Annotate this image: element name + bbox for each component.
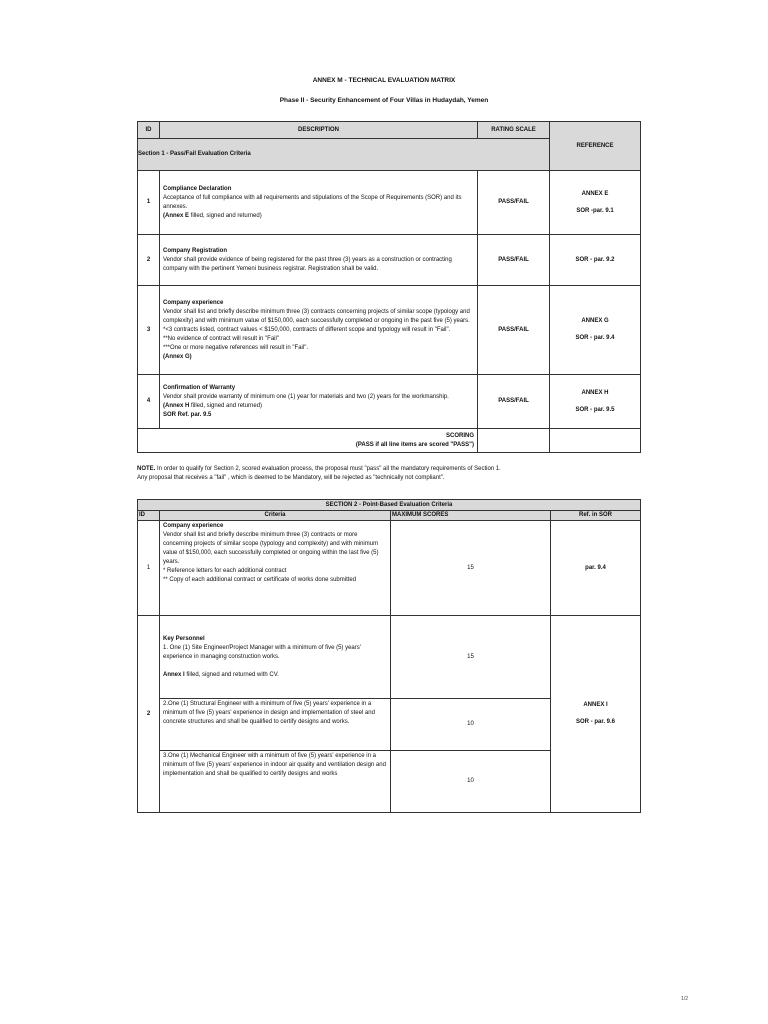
note-text: Any proposal that receives a "fail" , which is deemed to be Mandatory, will be rejected as "technically not compliant".	[137, 474, 445, 481]
header-id: ID	[138, 122, 160, 139]
row-id: 2	[138, 616, 160, 813]
reference-sor: SOR - par. 9.4	[575, 335, 615, 341]
header-reference: REFERENCE	[550, 122, 641, 171]
annex-ref: Annex I	[163, 671, 185, 678]
row-id: 4	[138, 375, 160, 429]
max-score: 10	[391, 751, 551, 813]
header-ref-in-sor: Ref. in SOR	[551, 511, 641, 521]
annex-ref: (Annex G)	[163, 353, 192, 360]
header-rating-scale: RATING SCALE	[478, 122, 550, 139]
row-id: 2	[138, 235, 160, 286]
criterion-text: Acceptance of full compliance with all requirements and stipulations of the Scope of Requirements (SOR) and its annexes.	[163, 194, 462, 210]
document-subtitle: Phase II - Security Enhancement of Four Villas in Hudaydah, Yemen	[279, 97, 489, 104]
sor-ref: SOR Ref. par. 9.5	[163, 411, 212, 418]
header-criteria: Criteria	[160, 511, 391, 521]
rating-value: PASS/FAIL	[478, 286, 550, 375]
criterion-heading: Confirmation of Warranty	[163, 384, 236, 391]
criterion-note: **No evidence of contract will result in "Fail"	[163, 335, 279, 342]
table-row	[138, 235, 641, 286]
note-label: NOTE.	[137, 466, 156, 472]
criterion-heading: Company experience	[163, 299, 224, 306]
max-score: 15	[391, 521, 551, 616]
scoring-row	[138, 429, 641, 453]
header-id: ID	[138, 511, 160, 521]
criterion-note: ***One or more negative references will result in "Fail".	[163, 344, 308, 351]
row-id: 1	[138, 171, 160, 235]
section2-title: SECTION 2 - Point-Based Evaluation Criteria	[138, 500, 641, 511]
annex-ref: (Annex H	[163, 402, 190, 409]
reference-annex: ANNEX G	[581, 318, 609, 324]
criterion-text: 2.One (1) Structural Engineer with a minimum of five (5) years' experience in a minimum of five (5) years' experience in design and implementation of steel and concrete structures and shall be qualified to certify designs and works.	[160, 699, 391, 751]
scoring-reference	[550, 429, 641, 453]
criterion-text: Vendor shall provide evidence of being registered for the past three (3) years as a construction or contracting company with the pertinent Yemeni business registrar. Registration shall be valid.	[163, 256, 452, 272]
annex-ref: (Annex E	[163, 212, 190, 219]
table-row: 4 Confirmation of Warranty Vendor shall provide warranty of minimum one (1) year for materials and two (2) years for the workmanship. (Annex H filled, signed and returned) SOR Ref. par. 9.5 PASS/FAIL ANNEX H SOR - par. 9.5	[138, 375, 641, 429]
reference-sor: SOR - par. 9.6	[576, 719, 616, 725]
max-score: 10	[391, 699, 551, 751]
scoring-note: (PASS if all line items are scored "PASS")	[355, 441, 474, 448]
table-row: 2 Key Personnel 1. One (1) Site Engineer/Project Manager with a minimum of five (5) years' experience in managing construction works. Annex I filled, signed and returned with CV. 15 ANNEX I SOR - par. 9.6	[138, 616, 641, 699]
note-text: In order to qualify for Section 2, scored evaluation process, the proposal must "pass" all the mandatory requirements of Section 1.	[155, 466, 501, 472]
rating-value: PASS/FAIL	[478, 235, 550, 286]
reference-sor: SOR - par. 9.2	[550, 235, 641, 286]
scoring-value	[478, 429, 550, 453]
reference-annex: ANNEX I	[583, 702, 608, 708]
table-row	[138, 286, 641, 375]
max-score: 15	[391, 616, 551, 699]
reference-sor: SOR -par. 9.1	[576, 207, 614, 214]
criterion-text: 1. One (1) Site Engineer/Project Manager with a minimum of five (5) years' experience in managing construction works.	[163, 644, 361, 660]
reference-sor: par. 9.4	[551, 521, 641, 616]
criterion-note: ** Copy of each additional contract or certificate of works done submitted	[163, 577, 357, 583]
header-maximum-scores: MAXIMUM SCORES	[391, 511, 551, 521]
criterion-note: *<3 contracts listed, contract values < $150,000, contracts of different scope and typology will result in "Fail".	[163, 326, 451, 333]
criterion-text: Vendor shall list and briefly describe minimum three (3) contracts or more concerning projects of similar scope (typology and complexity) and with minimum value of $150,000, each successfully completed or ongoing within the last five (5) years.	[163, 532, 379, 565]
section1-title: Section 1 - Pass/Fail Evaluation Criteria	[138, 139, 550, 171]
reference-sor: SOR - par. 9.5	[575, 406, 615, 413]
criterion-heading: Compliance Declaration	[163, 185, 232, 192]
row-id: 3	[138, 286, 160, 375]
criterion-text: Vendor shall provide warranty of minimum one (1) year for materials and two (2) years for the workmanship.	[163, 393, 449, 400]
criterion-heading: Company Registration	[163, 247, 228, 254]
criterion-text: 3.One (1) Mechanical Engineer with a minimum of five (5) years' experience in a minimum of five (5) years' experience in indoor air quality and ventilation design and implementation and shall be qualified to certify designs and works	[160, 751, 391, 813]
page-number: 1/2	[681, 996, 688, 1002]
scoring-label: SCORING	[445, 432, 474, 439]
header-description: DESCRIPTION	[160, 122, 478, 139]
table-row: 1 Compliance Declaration Acceptance of full compliance with all requirements and stipulations of the Scope of Requirements (SOR) and its annexes. (Annex E filled, signed and returned) PASS/FAIL ANNEX E SOR -par. 9.1	[138, 171, 641, 235]
table-row	[138, 521, 641, 616]
note-paragraph	[137, 465, 637, 482]
criterion-text: Vendor shall list and briefly describe minimum three (3) contracts concerning projects of similar scope (typology and complexity) and with minimum value of $150,000, each successfully completed or ongoing in the past five (5) years.	[163, 308, 470, 324]
reference-annex: ANNEX E	[581, 190, 609, 197]
rating-value: PASS/FAIL	[478, 375, 550, 429]
criterion-heading: Company experience	[163, 523, 224, 529]
criterion-heading: Key Personnel	[163, 635, 205, 642]
section1-table	[137, 121, 641, 453]
document-title: ANNEX M - TECHNICAL EVALUATION MATRIX	[312, 77, 456, 84]
rating-value: PASS/FAIL	[478, 171, 550, 235]
row-id: 1	[138, 521, 160, 616]
criterion-note: * Reference letters for each additional contract	[163, 568, 287, 574]
section2-table	[137, 499, 641, 813]
reference-annex: ANNEX H	[581, 389, 609, 396]
